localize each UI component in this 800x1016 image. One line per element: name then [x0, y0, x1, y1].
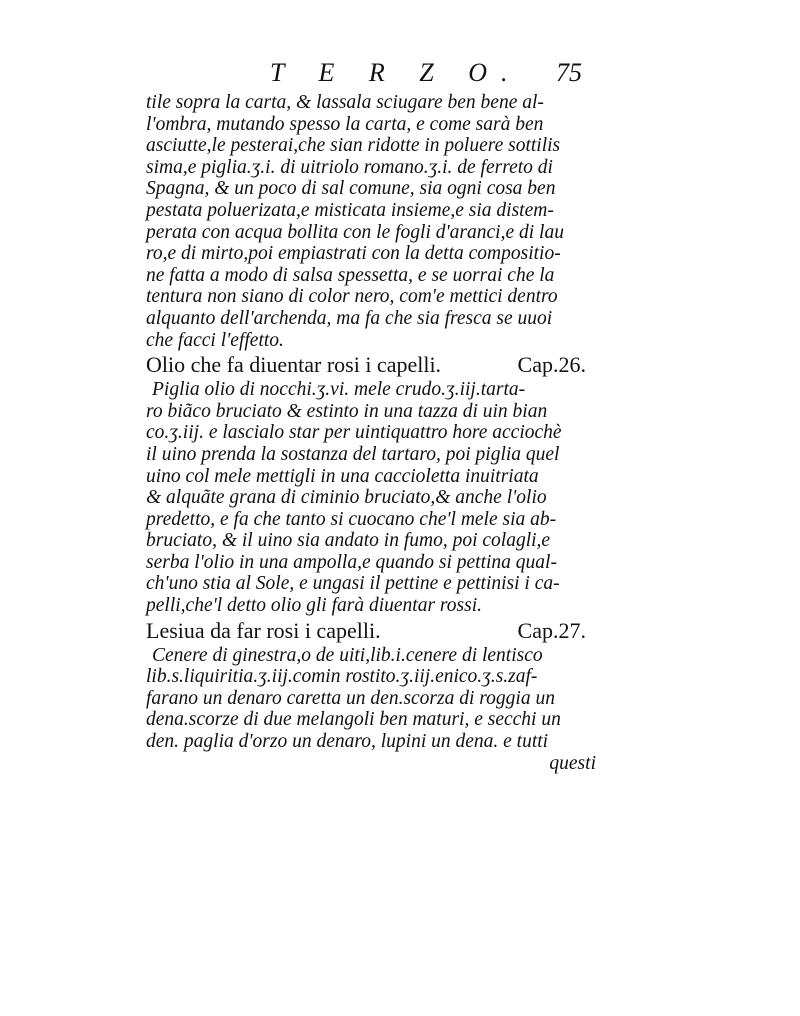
text-line: Spagna, & un poco di sal comune, sia ogni cosa ben	[146, 178, 556, 200]
text-line: serba l'olio in una ampolla,e quando si pettina qual-	[146, 551, 557, 573]
text-line: farano un denaro caretta un den.scorza di roggia un	[146, 687, 555, 709]
text-line: uino col mele mettigli in una caccioletta inuitriata	[146, 465, 539, 487]
page-number: 75	[556, 58, 582, 87]
text-line: & alquãte grana di ciminio bruciato,& anche l'olio	[146, 487, 547, 509]
text-line: lib.s.liquiritia.ʒ.iij.comin rostito.ʒ.iij.enico.ʒ.s.zaf-	[146, 666, 538, 688]
recipe-section-26	[146, 351, 606, 617]
text-line: sima,e piglia.ʒ.i. di uitriolo romano.ʒ.i. de ferreto di	[146, 156, 553, 178]
catchword: questi	[549, 752, 596, 774]
text-line: tentura non siano di color nero, com'e mettici dentro	[146, 286, 558, 308]
text-line: Cenere di ginestra,o de uiti,lib.i.cenere di lentisco	[152, 644, 543, 666]
recipe-section-27	[146, 617, 606, 753]
continued-text-block	[146, 92, 606, 351]
section-heading	[146, 351, 606, 379]
chapter-number: Cap.27.	[517, 617, 586, 643]
text-line: ne fatta a modo di salsa spessetta, e se uorrai che la	[146, 264, 555, 286]
text-line: perata con acqua bollita con le fogli d'aranci,e di lau	[146, 221, 564, 243]
text-line: Piglia olio di nocchi.ʒ.vi. mele crudo.ʒ.iij.tarta-	[152, 379, 526, 401]
section-heading	[146, 617, 606, 645]
text-line: asciutte,le pesterai,che sian ridotte in poluere sottilis	[146, 135, 561, 157]
text-line: co.ʒ.iij. e lascialo star per uintiquattro hore acciochè	[146, 422, 562, 444]
text-line: il uino prenda la sostanza del tartaro, poi piglia quel	[146, 443, 560, 465]
section-title: Olio che fa diuentar rosi i capelli.	[146, 352, 442, 378]
text-line: che facci l'effetto.	[146, 329, 284, 351]
text-line: bruciato, & il uino sia andato in fumo, poi colagli,e	[146, 530, 551, 552]
chapter-number: Cap.26.	[517, 352, 586, 378]
book-page	[146, 58, 606, 774]
running-title: T E R Z O.	[270, 58, 522, 87]
section-title: Lesiua da far rosi i capelli.	[146, 617, 381, 643]
text-line: dena.scorze di due melangoli ben maturi, e secchi un	[146, 709, 561, 731]
text-line: den. paglia d'orzo un denaro, lupini un dena. e tutti	[146, 731, 549, 753]
text-line: pestata poluerizata,e misticata insieme,e sia distem-	[146, 199, 554, 221]
running-head	[146, 58, 606, 92]
text-line: ch'uno stia al Sole, e ungasi il pettine e pettinisi i ca-	[146, 573, 560, 595]
text-line: pelli,che'l detto olio gli farà diuentar rossi.	[146, 595, 483, 617]
text-line: predetto, e fa che tanto si cuocano che'l mele sia ab-	[146, 508, 557, 530]
text-line: l'ombra, mutando spesso la carta, e come sarà ben	[146, 113, 544, 135]
text-line: ro biãco bruciato & estinto in una tazza di uin bian	[146, 400, 548, 422]
text-line: tile sopra la carta, & lassala sciugare ben bene al-	[146, 92, 544, 113]
text-line: ro,e di mirto,poi empiastrati con la detta compositio-	[146, 243, 561, 265]
text-line: alquanto dell'archenda, ma fa che sia fresca se uuoi	[146, 307, 553, 329]
